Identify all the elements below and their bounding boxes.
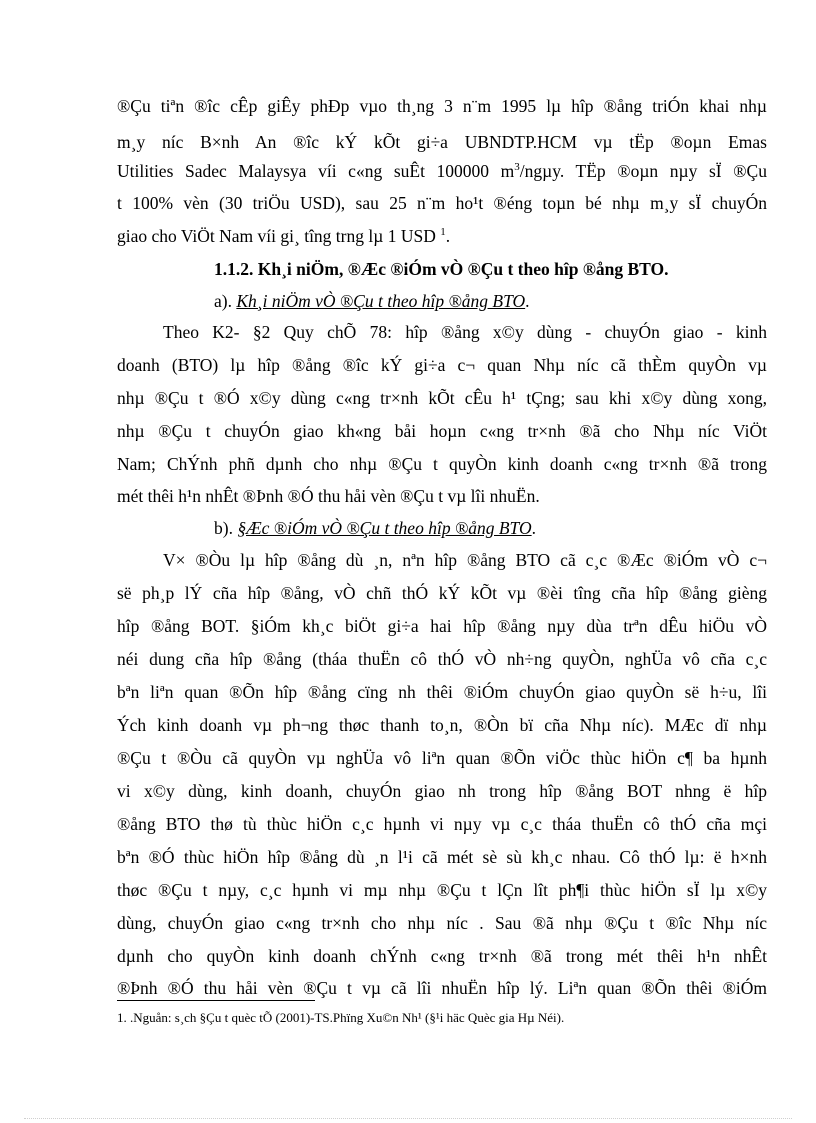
body-line-text: . <box>445 226 451 246</box>
body-line <box>117 225 767 247</box>
body-line-text: Utilities Sadec Malaysya víi c«ng suÊt 100000 m <box>117 161 515 181</box>
section-heading: 1.1.2. Kh¸i niÖm, ®Æc ®iÓm vÒ ®Çu t theo hîp ®ång BTO. <box>214 259 669 279</box>
body-line: dùng, chuyÓn giao c«ng tr×nh cho nhµ níc . Sau ®ã nhµ ®Çu t ®îc Nhµ níc <box>117 913 767 933</box>
body-line: vi x©y dùng, kinh doanh, chuyÓn giao nh trong hîp ®ång BOT nhng ë hîp <box>117 781 767 801</box>
footnote-ref: 1 <box>440 226 446 239</box>
body-line: ®Þnh ®Ó thu håi vèn ®Çu t vµ cã lîi nhuËn hîp lý. Liªn quan ®Õn thêi ®iÓm <box>117 978 767 998</box>
footnote: 1. .Nguån: s¸ch §Çu t quèc tÕ (2001)-TS.Phïng Xu©n Nh¹ (§¹i häc Quèc gia Hµ Néi). <box>117 1010 565 1025</box>
body-line: Nam; ChÝnh phñ dµnh cho nhµ ®Çu t quyÒn kinh doanh c«ng tr×nh ®ã trong <box>117 454 767 474</box>
body-line: Ých kinh doanh vµ ph¬ng thøc thanh to¸n, ®Òn bï cña Nhµ níc). MÆc dï nhµ <box>117 715 767 735</box>
page-bottom-border <box>24 1118 792 1119</box>
body-line: dµnh cho quyÒn kinh doanh chÝnh c«ng tr×nh ®ã trong mét thêi h¹n nhÊt <box>117 946 767 966</box>
body-line: mét thêi h¹n nhÊt ®Þnh ®Ó thu håi vèn ®Çu t vµ lîi nhuËn. <box>117 486 540 506</box>
body-line: t 100% vèn (30 triÖu USD), sau 25 n¨m ho¹t ®éng toµn bé nhµ m¸y sÏ chuyÓn <box>117 193 767 213</box>
body-line-text: /ngµy. TËp ®oµn nµy sÏ ®Çu <box>519 161 767 181</box>
body-line: doanh (BTO) lµ hîp ®ång ®îc kÝ gi÷a c¬ quan Nhµ níc cã thÈm quyÒn vµ <box>117 355 767 375</box>
body-line: së ph¸p lÝ cña hîp ®ång, vÒ chñ thÓ kÝ kÕt vµ ®èi tîng cña hîp ®ång gièng <box>117 583 767 603</box>
subheading-b-prefix: b). <box>214 518 238 538</box>
subheading-a-suffix: . <box>525 291 530 311</box>
subheading-a-prefix: a). <box>214 291 237 311</box>
body-line: bªn ®Ó thùc hiÖn hîp ®ång dù ¸n l¹i cã mét sè sù kh¸c nhau. Cô thÓ lµ: ë h×nh <box>117 847 767 867</box>
body-line: m¸y níc B×nh An ®îc kÝ kÕt gi÷a UBNDTP.HCM vµ tËp ®oµn Emas <box>117 132 767 152</box>
body-line <box>117 160 767 182</box>
body-line: nhµ ®Çu t ®Ó x©y dùng c«ng tr×nh kÕt cÊu h¹ tÇng; sau khi x©y dùng xong, <box>117 388 767 408</box>
body-line: bªn liªn quan ®Õn hîp ®ång cïng nh thêi ®iÓm chuyÓn giao quyÒn së h÷u, lîi <box>117 682 767 702</box>
footnote-separator <box>117 1000 315 1001</box>
subheading-a-title: Kh¸i niÖm vÒ ®Çu t theo hîp ®ång BTO <box>236 291 526 311</box>
body-line: nhµ ®Çu t chuyÓn giao kh«ng båi hoµn c«ng tr×nh ®ã cho Nhµ níc ViÖt <box>117 421 767 441</box>
body-line: ®Çu t ®Òu cã quyÒn vµ nghÜa vô liªn quan ®Õn viÖc thùc hiÖn c¶ ba hµnh <box>117 748 767 768</box>
body-line: ®ång BTO thø tù thùc hiÖn c¸c hµnh vi nµy vµ c¸c tháa thuËn cô thÓ cña mçi <box>117 814 767 834</box>
superscript: 3 <box>514 161 520 174</box>
body-line: ®Çu tiªn ®îc cÊp giÊy phÐp vµo th¸ng 3 n¨m 1995 lµ hîp ®ång triÓn khai nhµ <box>117 96 767 116</box>
subheading-b-title: §Æc ®iÓm vÒ ®Çu t theo hîp ®ång BTO <box>237 518 532 538</box>
body-line-text: giao cho ViÖt Nam víi gi¸ tîng trng lµ 1 USD <box>117 226 441 246</box>
subheading-b <box>214 517 767 539</box>
subheading-b-suffix: . <box>531 518 536 538</box>
body-line: néi dung cña hîp ®ång (tháa thuËn cô thÓ vÒ nh÷ng quyÒn, nghÜa vô cña c¸c <box>117 649 767 669</box>
body-line: V× ®Òu lµ hîp ®ång dù ¸n, nªn hîp ®ång BTO cã c¸c ®Æc ®iÓm vÒ c¬ <box>163 550 767 570</box>
body-line: Theo K2- §2 Quy chÕ 78: hîp ®ång x©y dùng - chuyÓn giao - kinh <box>163 322 767 342</box>
body-line: thøc ®Çu t nµy, c¸c hµnh vi mµ nhµ ®Çu t lÇn lît ph¶i thùc hiÖn sÏ lµ x©y <box>117 880 767 900</box>
body-line: hîp ®ång BOT. §iÓm kh¸c biÖt gi÷a hai hîp ®ång nµy dùa trªn dÊu hiÖu vÒ <box>117 616 767 636</box>
subheading-a <box>214 290 767 312</box>
